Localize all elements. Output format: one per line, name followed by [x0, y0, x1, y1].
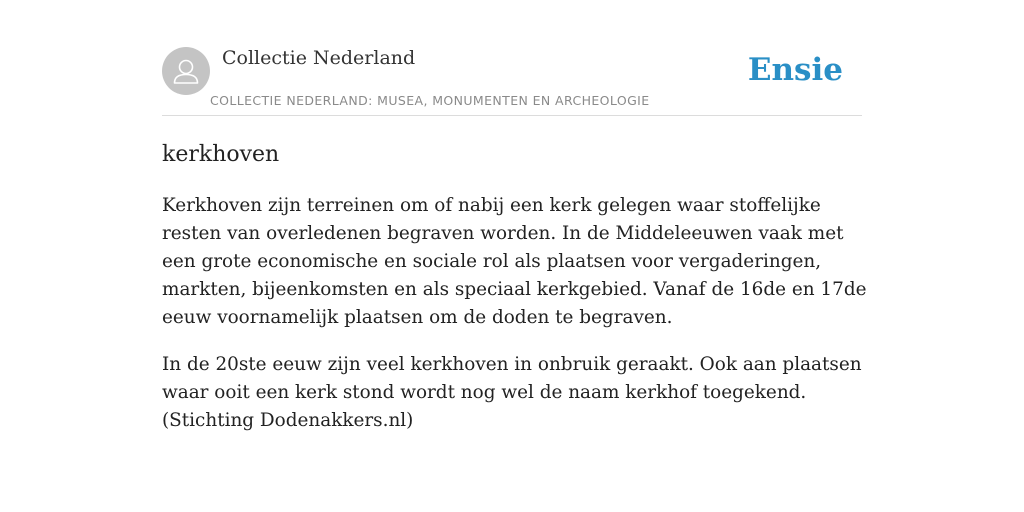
- entry-body: [162, 192, 868, 454]
- brand-logo[interactable]: Ensie: [747, 52, 843, 88]
- entry-title: kerkhoven: [162, 142, 280, 167]
- body-paragraph: In de 20ste eeuw zijn veel kerkhoven in onbruik geraakt. Ook aan plaatsen waar ooit een kerk stond wordt nog wel de naam kerkhof toegekend. (Stichting Dodenakkers.nl): [162, 354, 862, 431]
- source-subtitle[interactable]: COLLECTIE NEDERLAND: MUSEA, MONUMENTEN EN ARCHEOLOGIE: [210, 93, 650, 108]
- author-name[interactable]: Collectie Nederland: [222, 47, 416, 69]
- author-avatar[interactable]: [162, 47, 210, 95]
- body-paragraph: Kerkhoven zijn terreinen om of nabij een kerk gelegen waar stoffelijke resten van overledenen begraven worden. In de Middeleeuwen vaak met een grote economische en sociale rol als plaatsen voor vergaderingen, markten, bijeenkomsten en als speciaal kerkgebied. Vanaf de 16de en 17de eeuw voornamelijk plaatsen om de doden te begraven.: [162, 195, 867, 328]
- entry-header: [162, 46, 862, 116]
- user-silhouette-icon: [162, 47, 210, 95]
